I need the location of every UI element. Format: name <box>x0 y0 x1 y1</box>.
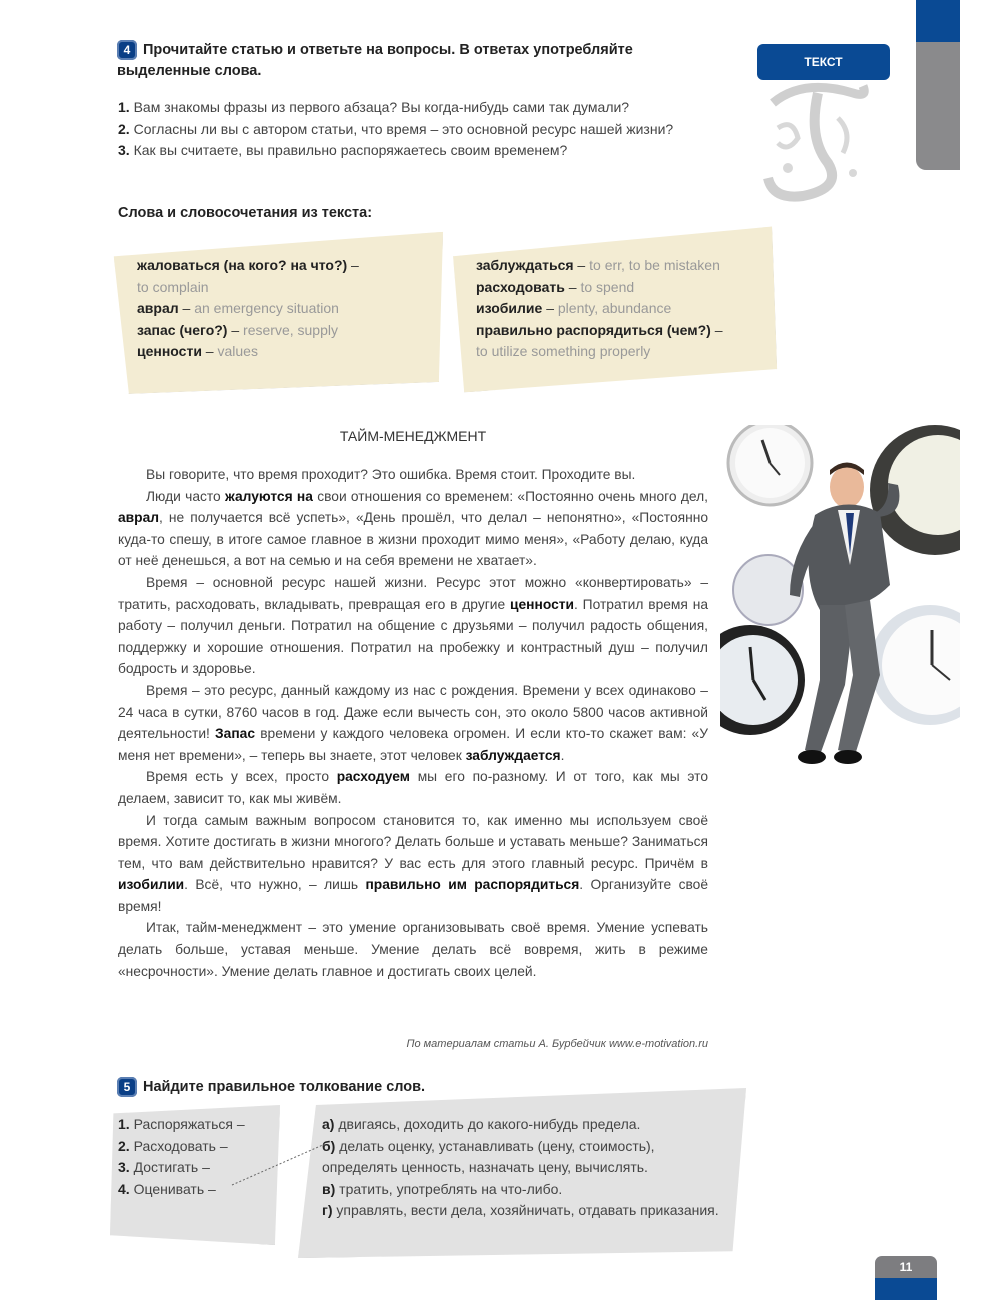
vocab-list-left <box>137 255 437 363</box>
word-number: 4. <box>118 1180 130 1197</box>
paragraph-text: . <box>560 747 565 763</box>
article-paragraph <box>118 486 708 572</box>
question-item <box>118 140 698 162</box>
vocab-heading: Слова и словосочетания из текста: <box>118 205 373 221</box>
paragraph-text: мы его по-разному. И от того, как мы это делаем, зависит то, как мы живём. <box>118 769 708 806</box>
clock-icon <box>720 625 805 735</box>
task-4-heading <box>117 40 687 82</box>
definitions-list <box>322 1114 722 1222</box>
vocab-translation: to utilize something properly <box>476 343 651 359</box>
definition-item <box>322 1179 722 1201</box>
article-paragraph <box>118 766 708 809</box>
paragraph-text: Итак, тайм-менеджмент – это умение организовывать своё время. Умение успевать делать больше, уставая меньше. Умение делать всё вовремя, жить в режиме «несрочности». Умение делать главное и достигать своих целей. <box>118 920 708 979</box>
paragraph-text: . Организуйте своё время! <box>118 877 709 914</box>
word-number: 1. <box>118 1116 130 1132</box>
article-paragraph <box>118 464 708 486</box>
vocab-translation: to spend <box>580 278 635 295</box>
question-text: Как вы считаете, вы правильно распоряжаетесь своим временем? <box>133 142 568 158</box>
question-number: 2. <box>118 120 130 137</box>
vocab-item: расходовать – to spend <box>476 278 635 295</box>
vocab-item: жаловаться (на кого? на что?) – to complain <box>137 257 359 295</box>
paragraph-text: Вы говорите, что время проходит? Это ошибка. Время стоит. Проходите вы. <box>146 467 636 482</box>
paragraph-text: Время – это ресурс, данный каждому из нас с рождения. Времени у всех одинаково – 24 часа в сутки, 8760 часов в год. Даже если вычесть сон, это около 5800 часов активной деятельности! <box>118 682 708 742</box>
vocab-translation: plenty, abundance <box>557 300 672 316</box>
highlighted-word: изобилии <box>118 877 185 893</box>
word-text: Достигать – <box>133 1159 210 1175</box>
vocab-term: правильно распорядиться (чем?) <box>476 321 711 338</box>
paragraph-text: времени у каждого человека огромен. И если кто-то скажет вам: «У меня нет времени», – теперь вы знаете, этот человек <box>118 726 708 763</box>
highlighted-word: жалуются на <box>225 488 313 504</box>
question-number: 3. <box>118 142 130 158</box>
page-number-tab <box>875 1256 937 1300</box>
definition-text: делать оценку, устанавливать (цену, стоимость), определять ценность, назначать цену, вычислять. <box>322 1137 655 1175</box>
word-item <box>118 1114 278 1136</box>
paragraph-text: свои отношения со временем: «Постоянно очень много дел, <box>312 488 709 504</box>
vocab-item: правильно распорядиться (чем?) – to utilize something properly <box>476 321 723 359</box>
article-paragraph <box>118 680 708 766</box>
example-match-line <box>230 1140 330 1190</box>
definition-text: тратить, употреблять на что-либо. <box>339 1180 563 1197</box>
clock-icon <box>870 425 960 555</box>
highlighted-word: правильно им распорядиться <box>365 877 580 893</box>
vocab-item: запас (чего?) – reserve, supply <box>137 321 338 338</box>
vocab-term: заблуждаться <box>476 257 574 273</box>
paragraph-text: , не получается всё успеть», «День прошёл, что делал – непонятно», «Постоянно куда-то спешу, в итоге самое главное в жизни проходит мимо меня», «Работу делаю, куда от неё денешься, а вот на семью и на себя времени не хватает». <box>118 510 708 569</box>
definition-text: двигаясь, доходить до какого-нибудь предела. <box>338 1116 641 1132</box>
vocab-translation: reserve, supply <box>243 321 338 338</box>
article-source: По материалам статьи А. Бурбейчик www.e-motivation.ru <box>406 1038 708 1050</box>
question-text: Вам знакомы фразы из первого абзаца? Вы когда-нибудь сами так думали? <box>133 99 630 115</box>
vocab-translation: an emergency situation <box>194 300 339 316</box>
question-text: Согласны ли вы с автором статьи, что время – это основной ресурс нашей жизни? <box>133 120 674 137</box>
vocab-term: изобилие <box>476 300 543 316</box>
vocab-term: расходовать <box>476 278 565 295</box>
edge-tab-gray <box>916 42 960 170</box>
definition-item <box>322 1200 722 1222</box>
task-4-number: 4 <box>117 40 137 60</box>
article-paragraph <box>118 917 708 982</box>
highlighted-word: Запас <box>215 726 256 742</box>
vocab-term: ценности <box>137 343 202 359</box>
question-item <box>118 119 698 141</box>
highlighted-word: расходуем <box>336 769 410 785</box>
definition-letter: г) <box>322 1202 333 1218</box>
word-text: Оценивать – <box>133 1180 216 1197</box>
article-body <box>118 464 708 982</box>
vocab-list-right <box>476 255 766 363</box>
businessman-figure <box>790 463 899 765</box>
definition-item <box>322 1114 722 1136</box>
article-paragraph <box>118 810 708 918</box>
word-text: Расходовать – <box>133 1137 228 1154</box>
running-man-with-clocks-photo <box>720 425 960 805</box>
paragraph-text: . Потратил время на работу – получил деньги. Потратил на общение с друзьями – получил радость общения, поддержку и хорошие отношения. Потратил на пробежку и контрастный душ – получил бодрость и здоровье. <box>118 596 709 677</box>
vocab-term: жаловаться (на кого? на что?) <box>137 257 348 273</box>
question-number: 1. <box>118 99 130 115</box>
paragraph-text: Люди часто <box>146 488 226 504</box>
edge-tab-blue <box>916 0 960 42</box>
definition-text: управлять, вести дела, хозяйничать, отдавать приказания. <box>336 1202 719 1218</box>
highlighted-word: аврал <box>118 510 160 526</box>
paragraph-text: Время есть у всех, просто <box>146 769 337 785</box>
paragraph-text: Время – основной ресурс нашей жизни. Ресурс этот можно «конвертировать» – тратить, расходовать, вкладывать, превращая его в другие <box>118 574 708 612</box>
word-number: 2. <box>118 1137 130 1154</box>
vocab-item: заблуждаться – to err, to be mistaken <box>476 257 720 273</box>
word-number: 3. <box>118 1159 130 1175</box>
vocab-item: изобилие – plenty, abundance <box>476 300 672 316</box>
definition-letter: б) <box>322 1137 336 1154</box>
definition-item <box>322 1136 722 1179</box>
task-4-questions <box>118 97 698 162</box>
vocab-item: аврал – an emergency situation <box>137 300 339 316</box>
clock-icon <box>728 425 812 505</box>
question-item <box>118 97 698 119</box>
vocab-translation: to complain <box>137 278 209 295</box>
section-badge-label: ТЕКСТ <box>804 55 843 69</box>
paragraph-text: . Всё, что нужно, – лишь <box>184 877 366 893</box>
section-badge <box>757 44 890 80</box>
highlighted-word: заблуждается <box>465 747 561 763</box>
task-4-title: Прочитайте статью и ответьте на вопросы. В ответах употребляйте выделенные слова. <box>117 42 633 79</box>
vocab-term: аврал <box>137 300 179 316</box>
article-title: ТАЙМ-МЕНЕДЖМЕНТ <box>339 428 487 444</box>
vocab-term: запас (чего?) <box>137 321 228 338</box>
paragraph-text: И тогда самым важным вопросом становится то, как именно мы используем своё время. Хотите достигать в жизни многого? Делать больше и уставать меньше? Заниматься тем, что вам действительно нравится? У вас есть для этого главный ресурс. Причём в <box>118 812 708 871</box>
vocab-translation: to err, to be mistaken <box>589 257 720 273</box>
highlighted-word: ценности <box>510 596 574 612</box>
definition-letter: в) <box>322 1180 336 1197</box>
definition-letter: а) <box>322 1116 335 1132</box>
page-number: 11 <box>875 1256 937 1278</box>
ornamental-t-icon <box>758 78 878 203</box>
clock-icon <box>870 605 960 725</box>
task-5-number: 5 <box>117 1077 137 1097</box>
article-paragraph <box>118 572 708 680</box>
word-text: Распоряжаться – <box>133 1116 245 1132</box>
vocab-item: ценности – values <box>137 343 258 359</box>
vocab-translation: values <box>217 343 258 359</box>
task-5-title: Найдите правильное толкование слов. <box>143 1079 426 1095</box>
